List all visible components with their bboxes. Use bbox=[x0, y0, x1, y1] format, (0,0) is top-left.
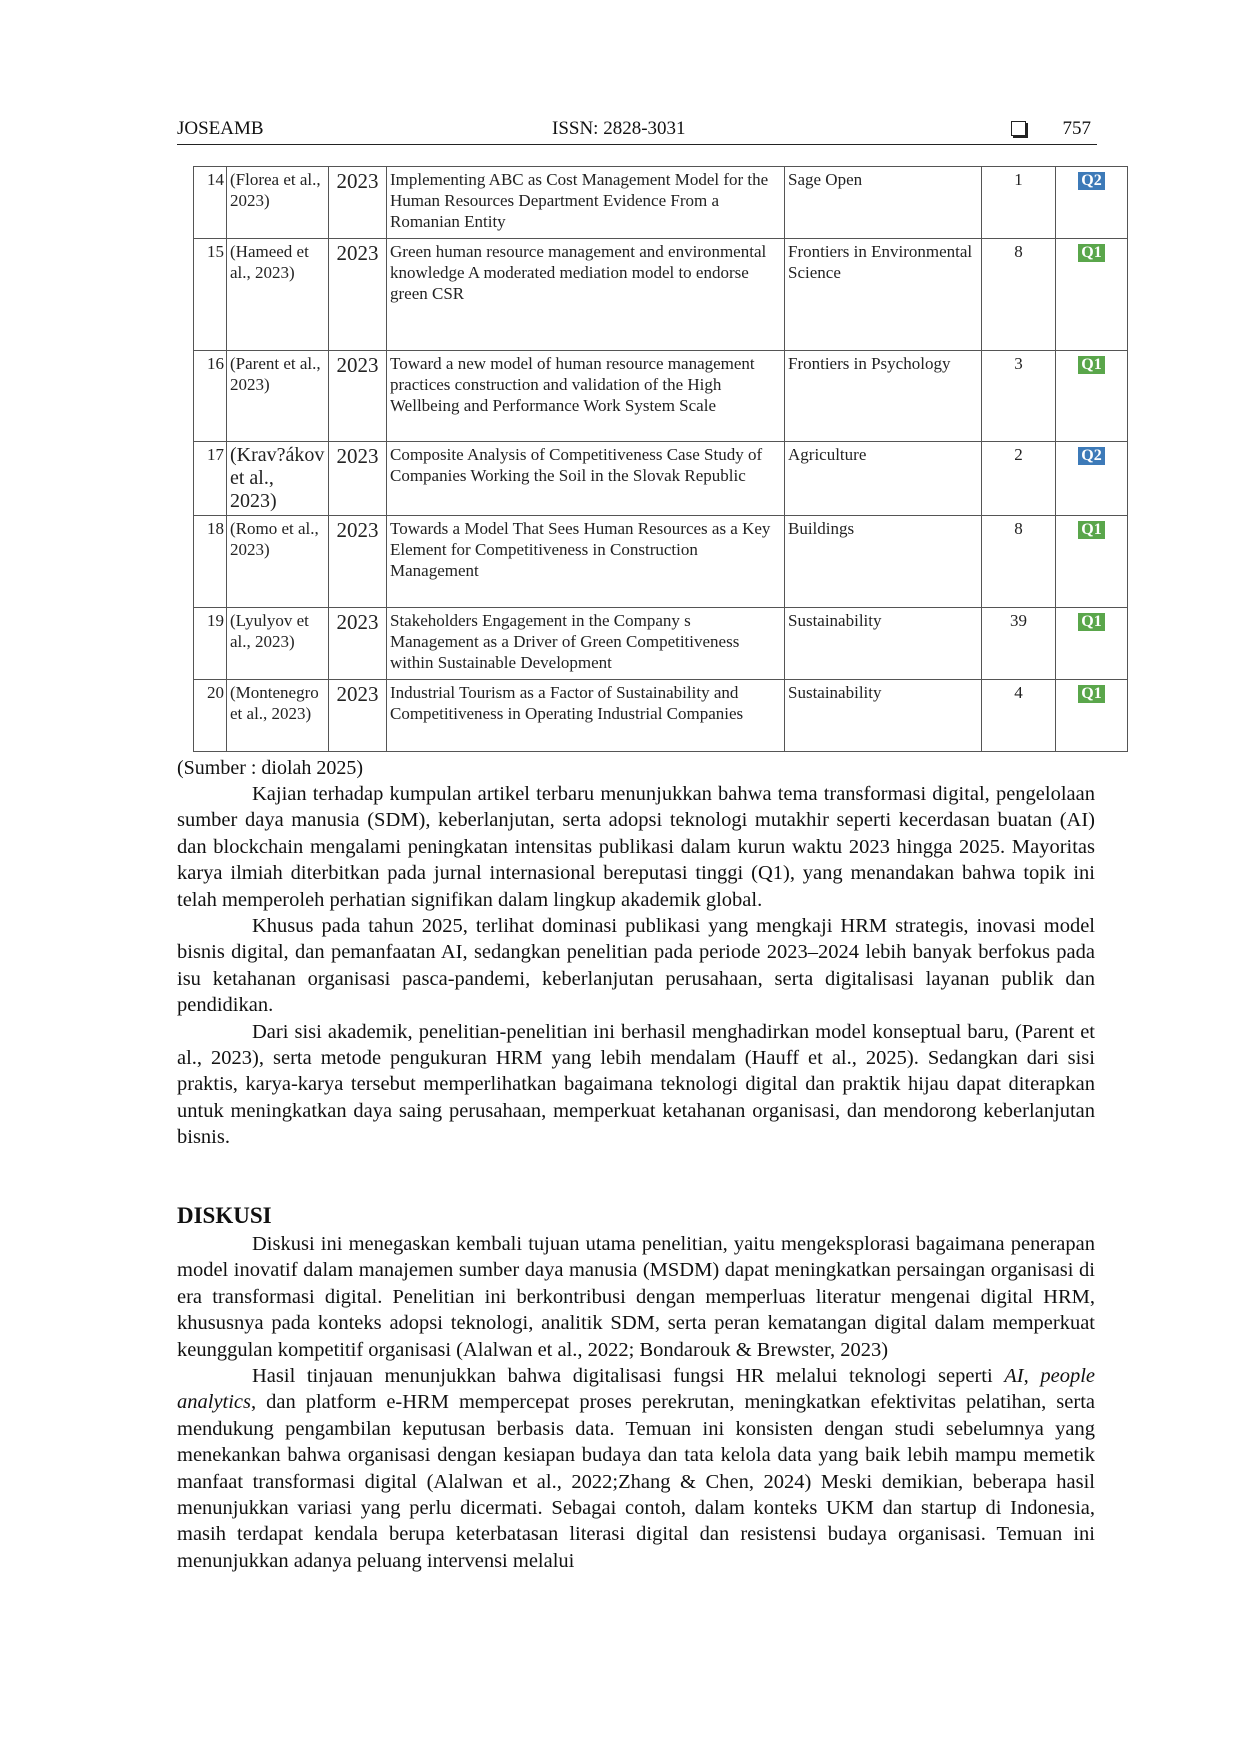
citation-cell: (Krav?ákov et al., 2023) bbox=[227, 442, 329, 516]
title-cell: Toward a new model of human resource management practices construction and validation of the High Wellbeing and Performance Work System Scale bbox=[387, 351, 785, 442]
table-body bbox=[194, 167, 1128, 752]
year-cell: 2023 bbox=[329, 608, 387, 680]
title-cell: Composite Analysis of Competitiveness Case Study of Companies Working the Soil in the Slovak Republic bbox=[387, 442, 785, 516]
citation-cell: (Lyulyov et al., 2023) bbox=[227, 608, 329, 680]
year-cell: 2023 bbox=[329, 442, 387, 516]
table-row bbox=[194, 351, 1128, 442]
quartile-cell bbox=[1056, 680, 1128, 752]
table-row bbox=[194, 608, 1128, 680]
quartile-badge: Q1 bbox=[1078, 244, 1104, 262]
paragraph bbox=[177, 1363, 1095, 1574]
year-cell: 2023 bbox=[329, 680, 387, 752]
quartile-badge: Q1 bbox=[1078, 521, 1104, 539]
journal-cell: Buildings bbox=[785, 516, 982, 608]
citation-cell: (Montenegro et al., 2023) bbox=[227, 680, 329, 752]
title-cell: Implementing ABC as Cost Management Model for the Human Resources Department Evidence From a Romanian Entity bbox=[387, 167, 785, 239]
row-number: 14 bbox=[194, 167, 227, 239]
row-number: 19 bbox=[194, 608, 227, 680]
quartile-cell bbox=[1056, 239, 1128, 351]
count-cell: 1 bbox=[982, 167, 1056, 239]
paragraph: Dari sisi akademik, penelitian-penelitian ini berhasil menghadirkan model konseptual baru, (Parent et al., 2023), serta metode pengukuran HRM yang lebih mendalam (Hauff et al., 2025). Sedangkan dari sisi praktis, karya-karya tersebut memperlihatkan bagaimana teknologi digital dan praktik hijau dapat diterapkan untuk meningkatkan daya saing perusahaan, memperkuat ketahanan organisasi, dan mendorong keberlanjutan bisnis. bbox=[177, 1020, 1095, 1149]
year-cell: 2023 bbox=[329, 516, 387, 608]
checkbox-square-icon bbox=[1011, 121, 1026, 136]
table-row bbox=[194, 442, 1128, 516]
paragraph: Diskusi ini menegaskan kembali tujuan utama penelitian, yaitu mengeksplorasi bagaimana penerapan model inovatif dalam manajemen sumber daya manusia (MSDM) dapat meningkatkan persaingan organisasi di era transformasi digital. Penelitian ini berkontribusi dengan memperluas literatur mengenai digital HRM, khususnya pada konteks adopsi teknologi, analitik SDM, serta peran kematangan digital dalam memperkuat keunggulan kompetitif organisasi (Alalwan et al., 2022; Bondarouk & Brewster, 2023) bbox=[177, 1233, 1095, 1361]
citation-cell: (Romo et al., 2023) bbox=[227, 516, 329, 608]
table-source-note: (Sumber : diolah 2025) bbox=[177, 757, 364, 779]
row-number: 16 bbox=[194, 351, 227, 442]
results-summary bbox=[177, 781, 1095, 1151]
title-cell: Green human resource management and environmental knowledge A moderated mediation model to endorse green CSR bbox=[387, 239, 785, 351]
quartile-cell bbox=[1056, 167, 1128, 239]
quartile-cell bbox=[1056, 516, 1128, 608]
title-cell: Industrial Tourism as a Factor of Sustainability and Competitiveness in Operating Industrial Companies bbox=[387, 680, 785, 752]
quartile-cell bbox=[1056, 608, 1128, 680]
count-cell: 39 bbox=[982, 608, 1056, 680]
literature-table bbox=[193, 166, 1128, 752]
row-number: 15 bbox=[194, 239, 227, 351]
journal-cell: Sustainability bbox=[785, 680, 982, 752]
running-header bbox=[177, 118, 1097, 145]
year-cell: 2023 bbox=[329, 239, 387, 351]
row-number: 17 bbox=[194, 442, 227, 516]
quartile-badge: Q1 bbox=[1078, 356, 1104, 374]
journal-cell: Frontiers in Psychology bbox=[785, 351, 982, 442]
year-cell: 2023 bbox=[329, 167, 387, 239]
row-number: 20 bbox=[194, 680, 227, 752]
citation-cell: (Hameed et al., 2023) bbox=[227, 239, 329, 351]
quartile-badge: Q1 bbox=[1078, 613, 1104, 631]
discussion-body bbox=[177, 1231, 1095, 1574]
journal-name: JOSEAMB bbox=[177, 118, 264, 139]
text-run: , dan platform e-HRM mempercepat proses perekrutan, meningkatkan efektivitas pelatihan, serta mendukung pengambilan keputusan berbasis data. Temuan ini konsisten dengan studi sebelumnya yang menekankan bahwa organisasi dengan kesiapan budaya dan tata kelola data yang baik lebih mampu memetik manfaat transformasi digital (Alalwan et al., 2022;Zhang & Chen, 2024) Meski demikian, beberapa hasil menunjukkan variasi yang perlu dicermati. Sebagai contoh, dalam konteks UKM dan startup di Indonesia, masih terdapat kendala berupa keterbatasan literasi digital dan resistensi budaya organisasi. Temuan ini menunjukkan adanya peluang intervensi melalui bbox=[177, 1391, 1095, 1572]
issn: ISSN: 2828-3031 bbox=[552, 118, 686, 139]
italic-term: people analytics bbox=[177, 1365, 1095, 1414]
quartile-badge: Q2 bbox=[1078, 447, 1104, 465]
count-cell: 8 bbox=[982, 516, 1056, 608]
section-heading: DISKUSI bbox=[177, 1203, 272, 1228]
table-row bbox=[194, 680, 1128, 752]
text-run: , bbox=[1023, 1365, 1041, 1388]
count-cell: 3 bbox=[982, 351, 1056, 442]
table-row bbox=[194, 516, 1128, 608]
title-cell: Towards a Model That Sees Human Resources as a Key Element for Competitiveness in Construction Management bbox=[387, 516, 785, 608]
row-number: 18 bbox=[194, 516, 227, 608]
journal-cell: Sustainability bbox=[785, 608, 982, 680]
quartile-cell bbox=[1056, 351, 1128, 442]
page-number: 757 bbox=[1062, 118, 1091, 139]
paragraph: Kajian terhadap kumpulan artikel terbaru menunjukkan bahwa tema transformasi digital, pengelolaan sumber daya manusia (SDM), keberlanjutan, serta adopsi teknologi mutakhir seperti kecerdasan buatan (AI) dan blockchain mengalami peningkatan intensitas publikasi dalam kurun waktu 2023 hingga 2025. Mayoritas karya ilmiah diterbitkan pada jurnal internasional bereputasi tinggi (Q1), yang menandakan bahwa topik ini telah memperoleh perhatian signifikan dalam lingkup akademik global. bbox=[177, 783, 1095, 911]
count-cell: 2 bbox=[982, 442, 1056, 516]
journal-cell: Frontiers in Environmental Science bbox=[785, 239, 982, 351]
title-cell: Stakeholders Engagement in the Company s Management as a Driver of Green Competitiveness within Sustainable Development bbox=[387, 608, 785, 680]
table-row bbox=[194, 239, 1128, 351]
text-run: Hasil tinjauan menunjukkan bahwa digitalisasi fungsi HR melalui teknologi seperti bbox=[252, 1365, 1005, 1388]
citation-cell: (Parent et al., 2023) bbox=[227, 351, 329, 442]
quartile-badge: Q1 bbox=[1078, 685, 1104, 703]
journal-cell: Agriculture bbox=[785, 442, 982, 516]
year-cell: 2023 bbox=[329, 351, 387, 442]
quartile-badge: Q2 bbox=[1078, 172, 1104, 190]
table-row bbox=[194, 167, 1128, 239]
paragraph: Khusus pada tahun 2025, terlihat dominasi publikasi yang mengkaji HRM strategis, inovasi model bisnis digital, dan pemanfaatan AI, sedangkan penelitian pada periode 2023–2024 lebih banyak berfokus pada isu ketahanan organisasi pasca-pandemi, keberlanjutan perusahaan, serta digitalisasi layanan publik dan pendidikan. bbox=[177, 915, 1095, 1017]
count-cell: 8 bbox=[982, 239, 1056, 351]
journal-cell: Sage Open bbox=[785, 167, 982, 239]
italic-term: AI bbox=[1004, 1365, 1024, 1388]
quartile-cell bbox=[1056, 442, 1128, 516]
citation-cell: (Florea et al., 2023) bbox=[227, 167, 329, 239]
count-cell: 4 bbox=[982, 680, 1056, 752]
